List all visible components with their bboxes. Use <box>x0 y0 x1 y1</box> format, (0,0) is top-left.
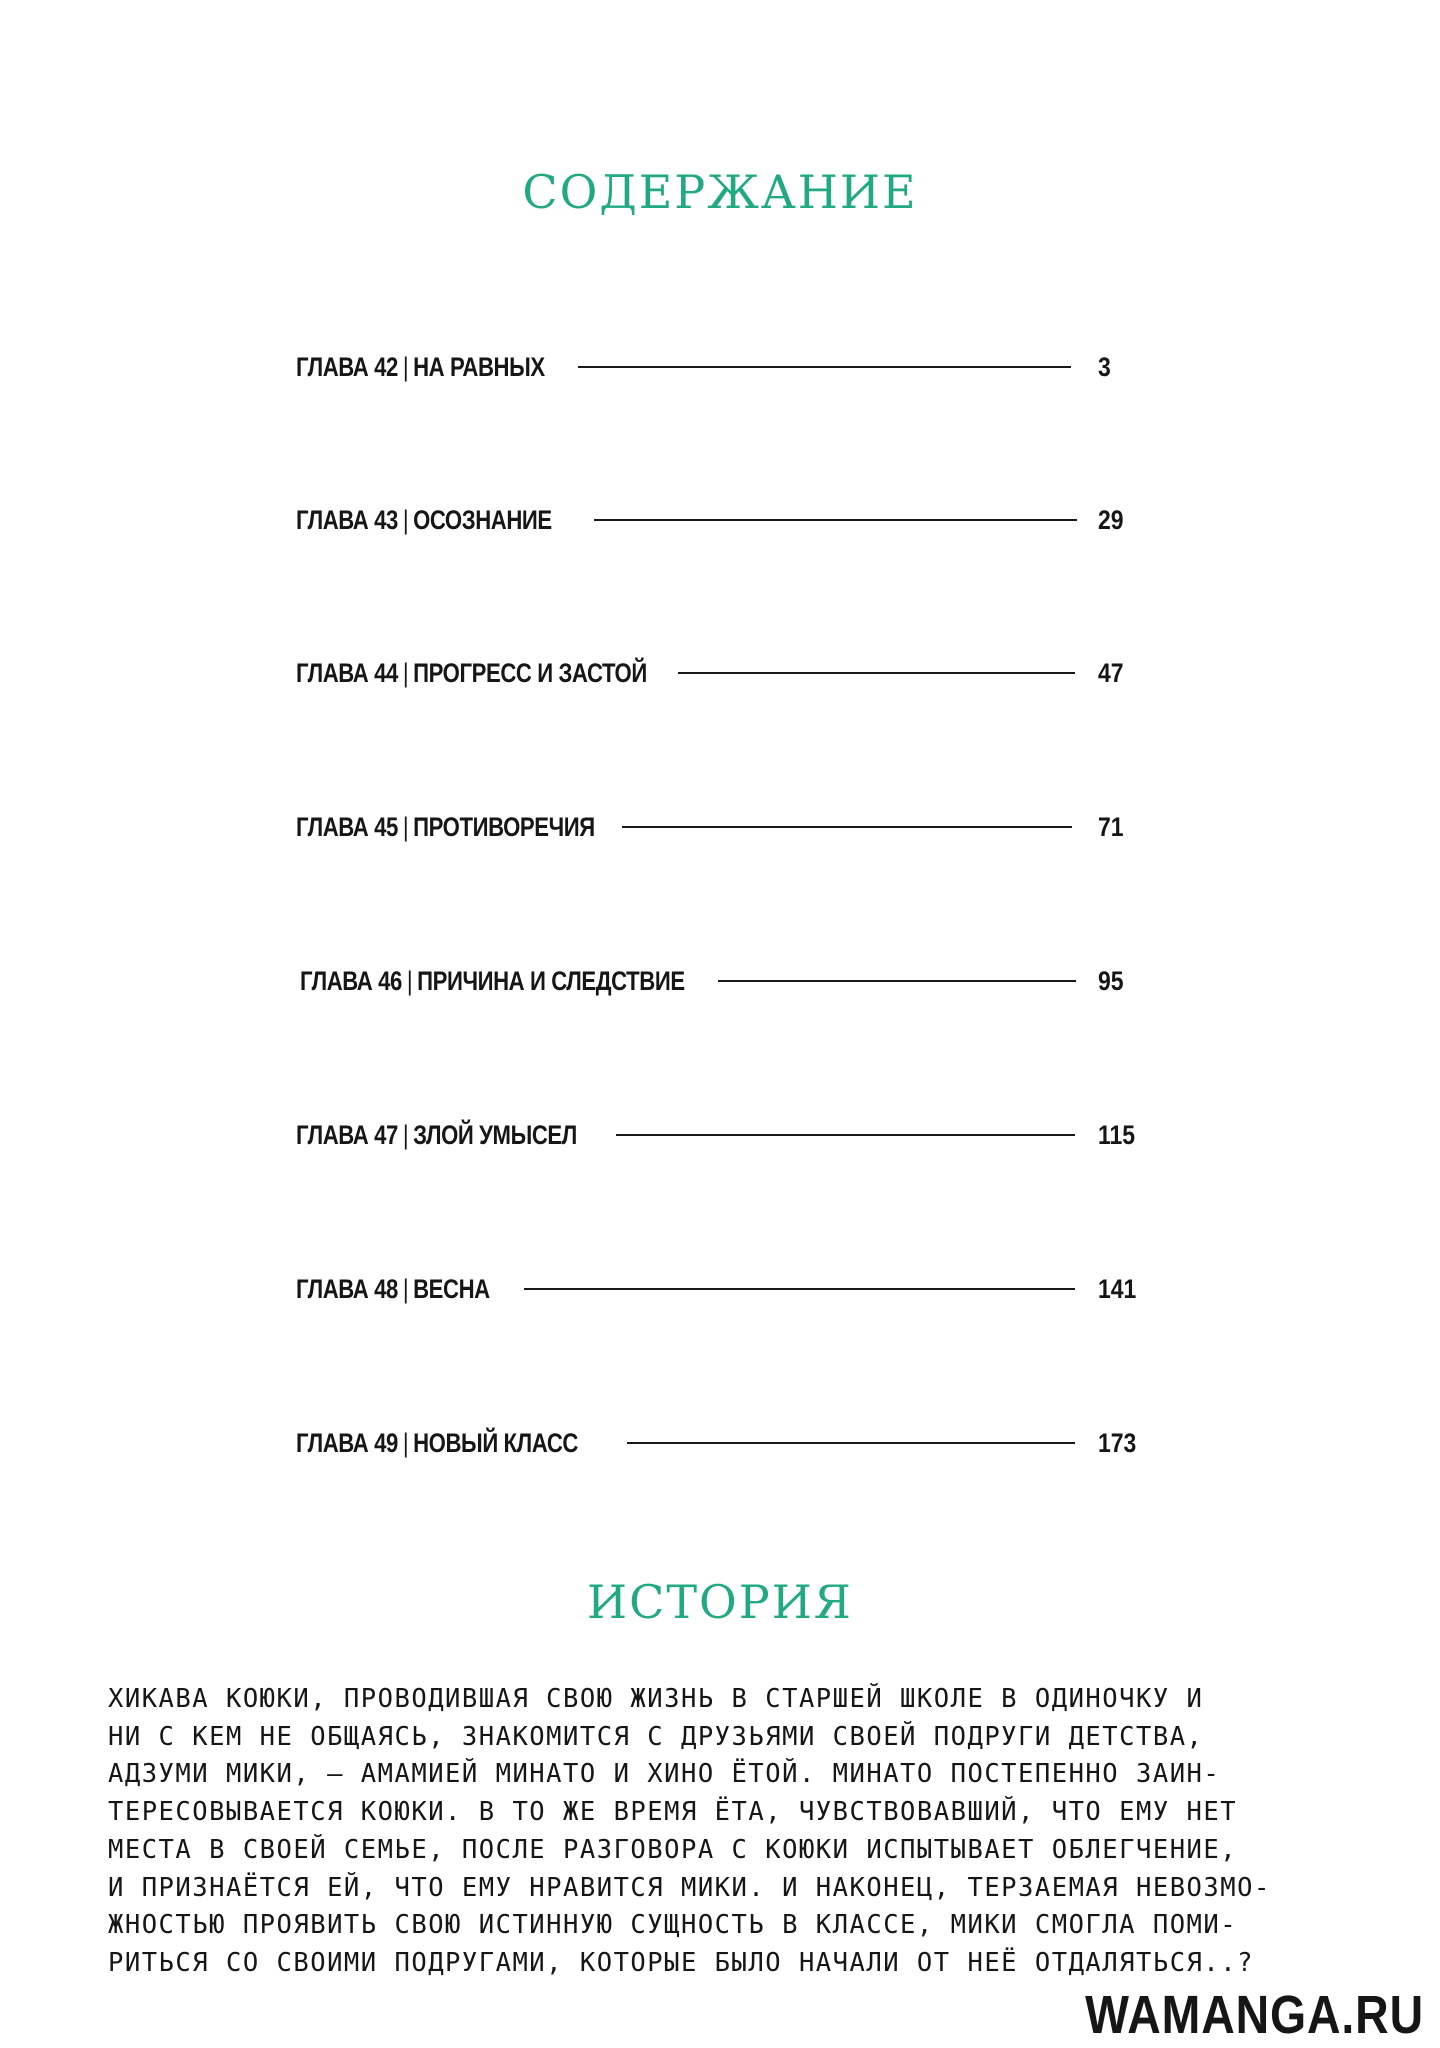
chapter-title: ПРОТИВОРЕЧИЯ <box>413 812 595 842</box>
chapter-number: ГЛАВА 45 <box>296 812 398 842</box>
separator: | <box>402 1428 409 1458</box>
separator: | <box>402 352 409 382</box>
page-number: 173 <box>1098 1428 1137 1458</box>
toc-entry-heading <box>296 1113 577 1157</box>
chapter-number: ГЛАВА 47 <box>296 1120 398 1150</box>
leader-line <box>622 826 1072 828</box>
story-line: НИ С КЕМ НЕ ОБЩАЯСЬ, ЗНАКОМИТСЯ С ДРУЗЬЯМИ СВОЕЙ ПОДРУГИ ДЕТСТВА, <box>108 1721 1204 1752</box>
story-summary <box>108 1681 1348 1983</box>
toc-entry <box>296 1113 1146 1157</box>
page-number: 95 <box>1098 966 1124 996</box>
toc-entry <box>296 1267 1146 1311</box>
separator: | <box>402 1274 409 1304</box>
separator: | <box>406 966 413 996</box>
toc-entry <box>296 651 1146 695</box>
toc-entry-heading <box>296 1421 578 1465</box>
toc-entry <box>296 959 1146 1003</box>
chapter-number: ГЛАВА 48 <box>296 1274 398 1304</box>
leader-line <box>616 1134 1075 1136</box>
toc-entry <box>296 498 1146 542</box>
separator: | <box>402 505 409 535</box>
story-line: ХИКАВА КОЮКИ, ПРОВОДИВШАЯ СВОЮ ЖИЗНЬ В СТАРШЕЙ ШКОЛЕ В ОДИНОЧКУ И <box>108 1684 1204 1714</box>
story-line: И ПРИЗНАЁТСЯ ЕЙ, ЧТО ЕМУ НРАВИТСЯ МИКИ. И НАКОНЕЦ, ТЕРЗАЕМАЯ НЕВОЗМО- <box>108 1872 1271 1903</box>
chapter-title: ВЕСНА <box>413 1274 490 1304</box>
story-heading: ИСТОРИЯ <box>587 1575 853 1629</box>
story-line: ТЕРЕСОВЫВАЕТСЯ КОЮКИ. В ТО ЖЕ ВРЕМЯ ЁТА, ЧУВСТВОВАВШИЙ, ЧТО ЕМУ НЕТ <box>108 1797 1238 1828</box>
chapter-number: ГЛАВА 44 <box>296 658 398 688</box>
toc-entry-heading <box>300 959 685 1003</box>
separator: | <box>402 812 409 842</box>
chapter-title: ПРИЧИНА И СЛЕДСТВИЕ <box>417 966 685 996</box>
chapter-title: ЗЛОЙ УМЫСЕЛ <box>413 1120 577 1150</box>
chapter-number: ГЛАВА 46 <box>300 966 402 996</box>
chapter-title: ОСОЗНАНИЕ <box>413 505 552 535</box>
leader-line <box>578 366 1071 368</box>
chapter-number: ГЛАВА 43 <box>296 505 398 535</box>
separator: | <box>402 658 409 688</box>
story-line: МЕСТА В СВОЕЙ СЕМЬЕ, ПОСЛЕ РАЗГОВОРА С КОЮКИ ИСПЫТЫВАЕТ ОБЛЕГЧЕНИЕ, <box>108 1834 1238 1865</box>
toc-entry-heading <box>296 805 595 849</box>
chapter-number: ГЛАВА 42 <box>296 352 398 382</box>
toc-entry <box>296 1421 1146 1465</box>
page-number: 115 <box>1098 1120 1136 1150</box>
leader-line <box>718 980 1076 982</box>
chapter-title: НА РАВНЫХ <box>413 352 545 382</box>
story-line: РИТЬСЯ СО СВОИМИ ПОДРУГАМИ, КОТОРЫЕ БЫЛО НАЧАЛИ ОТ НЕЁ ОТДАЛЯТЬСЯ..? <box>108 1947 1254 1978</box>
toc-entry-heading <box>296 651 647 695</box>
chapter-title: НОВЫЙ КЛАСС <box>413 1428 578 1458</box>
site-watermark: WAMANGA.RU <box>1085 1985 1424 2045</box>
leader-line <box>627 1442 1075 1444</box>
page-number: 29 <box>1098 505 1124 535</box>
chapter-title: ПРОГРЕСС И ЗАСТОЙ <box>413 658 647 688</box>
page-number: 141 <box>1098 1274 1137 1304</box>
leader-line <box>594 519 1077 521</box>
toc-entry-heading <box>296 345 545 389</box>
contents-heading: СОДЕРЖАНИЕ <box>522 165 918 219</box>
page-number: 71 <box>1098 812 1124 842</box>
page-number: 47 <box>1098 658 1124 688</box>
page-number: 3 <box>1098 352 1111 382</box>
leader-line <box>678 672 1075 674</box>
toc-entry <box>296 805 1146 849</box>
leader-line <box>524 1288 1075 1290</box>
toc-entry-heading <box>296 498 552 542</box>
story-line: ЖНОСТЬЮ ПРОЯВИТЬ СВОЮ ИСТИННУЮ СУЩНОСТЬ В КЛАССЕ, МИКИ СМОГЛА ПОМИ- <box>108 1910 1238 1941</box>
separator: | <box>402 1120 409 1150</box>
toc-entry-heading <box>296 1267 490 1311</box>
story-line: АДЗУМИ МИКИ, – АМАМИЕЙ МИНАТО И ХИНО ЁТОЙ. МИНАТО ПОСТЕПЕННО ЗАИН- <box>108 1759 1221 1790</box>
toc-entry <box>296 345 1146 389</box>
chapter-number: ГЛАВА 49 <box>296 1428 398 1458</box>
